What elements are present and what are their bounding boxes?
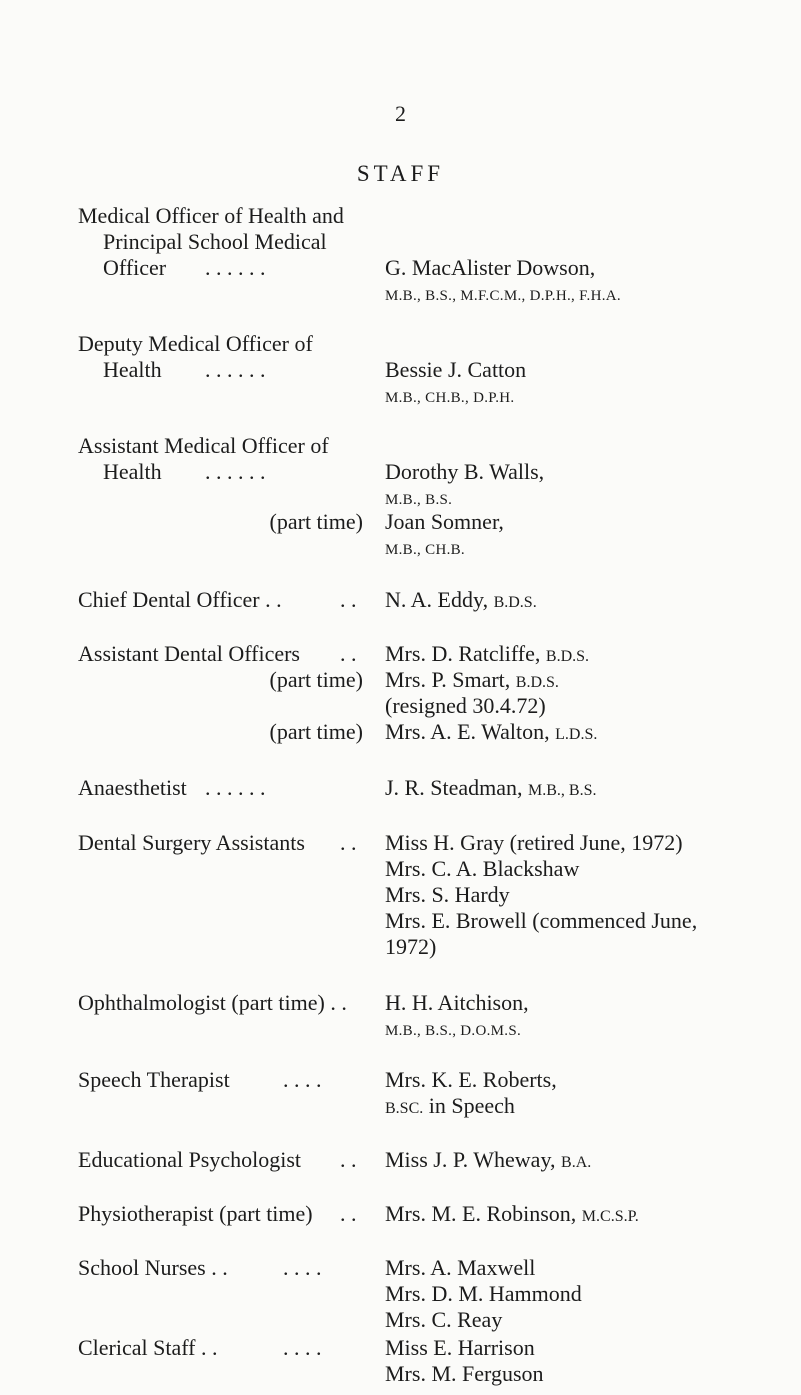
staff-name: Mrs. S. Hardy bbox=[385, 882, 510, 907]
leader-dots: . . . . . . bbox=[205, 255, 266, 280]
role-line: Physiotherapist (part time) bbox=[78, 1201, 313, 1226]
role-line: Dental Surgery Assistants bbox=[78, 830, 305, 855]
staff-name: Miss J. P. Wheway, B.A. bbox=[385, 1147, 592, 1172]
page-number: 2 bbox=[395, 101, 406, 126]
staff-name: J. R. Steadman, M.B., B.S. bbox=[385, 775, 597, 800]
staff-name: N. A. Eddy, B.D.S. bbox=[385, 587, 537, 612]
staff-qualifications: M.B., CH.B. bbox=[385, 542, 465, 558]
role-line: Ophthalmologist (part time) . . bbox=[78, 990, 347, 1015]
role-line: Health bbox=[103, 459, 162, 484]
staff-name: Mrs. K. E. Roberts, bbox=[385, 1067, 557, 1092]
staff-note: (resigned 30.4.72) bbox=[385, 693, 546, 718]
role-line: Clerical Staff . . bbox=[78, 1335, 218, 1360]
staff-name: Joan Somner, bbox=[385, 509, 504, 534]
leader-dots: . . . . bbox=[283, 1335, 322, 1360]
staff-name: Mrs. A. E. Walton, L.D.S. bbox=[385, 719, 598, 744]
leader-dots: . . bbox=[340, 641, 357, 666]
role-line: Deputy Medical Officer of bbox=[78, 331, 313, 356]
role-line: Health bbox=[103, 357, 162, 382]
staff-name: Mrs. P. Smart, B.D.S. bbox=[385, 667, 559, 692]
part-time-label: (part time) bbox=[269, 719, 363, 744]
part-time-label: (part time) bbox=[269, 509, 363, 534]
staff-name: Mrs. C. Reay bbox=[385, 1307, 503, 1332]
part-time-label: (part time) bbox=[269, 667, 363, 692]
staff-name: Miss H. Gray (retired June, 1972) bbox=[385, 830, 683, 855]
role-line: Principal School Medical bbox=[103, 229, 327, 254]
staff-name: Mrs. M. E. Robinson, M.C.S.P. bbox=[385, 1201, 639, 1226]
page-title: STAFF bbox=[356, 161, 445, 186]
leader-dots: . . bbox=[340, 587, 357, 612]
staff-name: Mrs. D. M. Hammond bbox=[385, 1281, 582, 1306]
staff-name: Mrs. M. Ferguson bbox=[385, 1361, 544, 1386]
staff-name: 1972) bbox=[385, 934, 437, 959]
staff-qualifications: M.B., B.S., M.F.C.M., D.P.H., F.H.A. bbox=[385, 288, 621, 304]
staff-name: H. H. Aitchison, bbox=[385, 990, 529, 1015]
role-line: Assistant Dental Officers bbox=[78, 641, 300, 666]
leader-dots: . . . . . . bbox=[205, 775, 266, 800]
leader-dots: . . . . bbox=[283, 1255, 322, 1280]
staff-name: Mrs. A. Maxwell bbox=[385, 1255, 536, 1280]
staff-name: Bessie J. Catton bbox=[385, 357, 527, 382]
leader-dots: . . bbox=[340, 830, 357, 855]
role-line: Medical Officer of Health and bbox=[78, 203, 344, 228]
staff-name: Mrs. E. Browell (commenced June, bbox=[385, 908, 698, 933]
role-line: Officer bbox=[103, 255, 167, 280]
role-line: Anaesthetist bbox=[78, 775, 187, 800]
staff-name: Mrs. C. A. Blackshaw bbox=[385, 856, 580, 881]
role-line: Assistant Medical Officer of bbox=[78, 433, 329, 458]
leader-dots: . . bbox=[340, 1201, 357, 1226]
staff-name: Mrs. D. Ratcliffe, B.D.S. bbox=[385, 641, 590, 666]
staff-qualifications: B.SC. in Speech bbox=[385, 1093, 515, 1118]
staff-name: Dorothy B. Walls, bbox=[385, 459, 545, 484]
staff-qualifications: M.B., B.S., D.O.M.S. bbox=[385, 1023, 522, 1039]
staff-name: Miss E. Harrison bbox=[385, 1335, 535, 1360]
role-line: School Nurses . . bbox=[78, 1255, 228, 1280]
leader-dots: . . . . . . bbox=[205, 459, 266, 484]
leader-dots: . . bbox=[340, 1147, 357, 1172]
staff-qualifications: M.B., B.S. bbox=[385, 492, 453, 508]
role-line: Speech Therapist bbox=[78, 1067, 230, 1092]
staff-qualifications: M.B., CH.B., D.P.H. bbox=[385, 390, 515, 406]
role-line: Educational Psychologist bbox=[78, 1147, 302, 1172]
leader-dots: . . . . bbox=[283, 1067, 322, 1092]
role-line: Chief Dental Officer . . bbox=[78, 587, 282, 612]
staff-name: G. MacAlister Dowson, bbox=[385, 255, 596, 280]
leader-dots: . . . . . . bbox=[205, 357, 266, 382]
